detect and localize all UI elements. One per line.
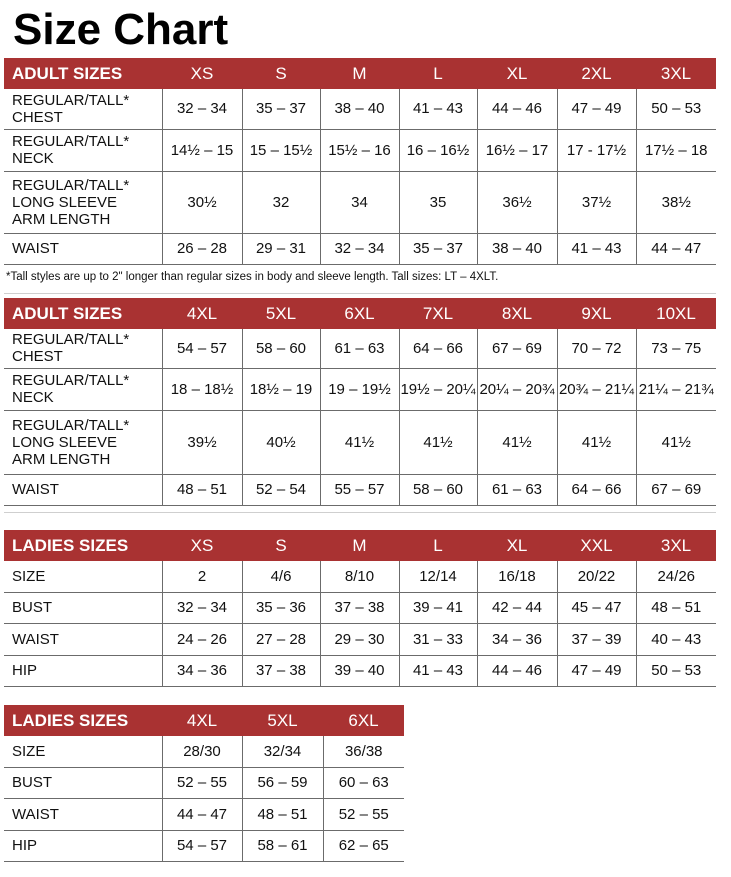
measurement-value: 60 – 63 [323, 767, 404, 798]
measurement-value: 42 – 44 [477, 592, 557, 623]
measurement-value: 37 – 38 [242, 655, 320, 686]
measurement-label [4, 798, 162, 830]
measurement-value: 61 – 63 [477, 474, 557, 505]
measurement-row [4, 329, 716, 368]
measurement-value: 34 – 36 [162, 655, 242, 686]
measurement-value: 62 – 65 [323, 830, 404, 861]
measurement-label-line: REGULAR/TALL* [12, 416, 130, 434]
section-heading: ADULT SIZES [4, 58, 162, 89]
measurement-value: 40½ [242, 410, 320, 474]
measurement-row [4, 171, 716, 233]
measurement-value: 64 – 66 [557, 474, 636, 505]
size-column-header: M [320, 58, 399, 89]
measurement-row [4, 623, 716, 655]
measurement-value: 12/14 [399, 561, 477, 592]
size-column-header: XL [477, 530, 557, 561]
measurement-value: 58 – 60 [399, 474, 477, 505]
measurement-value: 41 – 43 [557, 233, 636, 264]
measurement-value: 58 – 60 [242, 329, 320, 368]
measurement-value: 35 – 36 [242, 592, 320, 623]
measurement-value: 37½ [557, 171, 636, 233]
measurement-value: 64 – 66 [399, 329, 477, 368]
page-title: Size Chart [13, 5, 229, 54]
measurement-value: 20/22 [557, 561, 636, 592]
section-heading: LADIES SIZES [4, 705, 162, 736]
header-row [4, 530, 716, 561]
size-column-header: 8XL [477, 298, 557, 329]
measurement-value: 15 – 15½ [242, 129, 320, 171]
measurement-value: 26 – 28 [162, 233, 242, 264]
size-column-header: XS [162, 530, 242, 561]
measurement-value: 17 - 17½ [557, 129, 636, 171]
measurement-value: 35 [399, 171, 477, 233]
header-row [4, 58, 716, 89]
measurement-value: 44 – 46 [477, 655, 557, 686]
measurement-value: 56 – 59 [242, 767, 323, 798]
measurement-row [4, 89, 716, 129]
measurement-value: 32 – 34 [162, 592, 242, 623]
measurement-row [4, 767, 404, 798]
measurement-row [4, 410, 716, 474]
measurement-value: 44 – 47 [162, 798, 242, 830]
measurement-row [4, 655, 716, 686]
measurement-value: 48 – 51 [242, 798, 323, 830]
measurement-row [4, 736, 404, 767]
size-column-header: 3XL [636, 530, 716, 561]
size-column-header: 6XL [323, 705, 404, 736]
measurement-label-line: REGULAR/TALL* [12, 176, 130, 194]
measurement-value: 41 – 43 [399, 89, 477, 129]
measurement-value: 29 – 31 [242, 233, 320, 264]
measurement-label-line: ARM LENGTH [12, 210, 111, 228]
measurement-label [4, 474, 162, 505]
measurement-value: 41½ [477, 410, 557, 474]
measurement-value: 8/10 [320, 561, 399, 592]
measurement-label [4, 129, 162, 171]
measurement-label [4, 89, 162, 129]
measurement-row [4, 233, 716, 264]
section-heading: ADULT SIZES [4, 298, 162, 329]
measurement-label-line: HIP [12, 837, 38, 854]
size-column-header: XXL [557, 530, 636, 561]
measurement-label-line: HIP [12, 662, 38, 679]
measurement-label-line: NECK [12, 150, 54, 167]
size-column-header: 6XL [320, 298, 399, 329]
size-column-header: 9XL [557, 298, 636, 329]
measurement-value: 50 – 53 [636, 655, 716, 686]
measurement-label-line: LONG SLEEVE [12, 193, 118, 211]
measurement-value: 47 – 49 [557, 89, 636, 129]
measurement-value: 30½ [162, 171, 242, 233]
size-column-header: L [399, 58, 477, 89]
measurement-row [4, 561, 716, 592]
size-column-header: 3XL [636, 58, 716, 89]
measurement-label [4, 368, 162, 410]
measurement-value: 32/34 [242, 736, 323, 767]
measurement-value: 41½ [320, 410, 399, 474]
header-row [4, 705, 404, 736]
measurement-value: 40 – 43 [636, 623, 716, 655]
measurement-value: 18½ – 19 [242, 368, 320, 410]
measurement-value: 20¼ – 20¾ [477, 368, 557, 410]
ladies-sizes-table-1 [4, 530, 716, 687]
divider [4, 293, 716, 294]
section-heading: LADIES SIZES [4, 530, 162, 561]
measurement-label-line: CHEST [12, 108, 63, 126]
measurement-value: 44 – 47 [636, 233, 716, 264]
measurement-value: 48 – 51 [162, 474, 242, 505]
measurement-value: 34 – 36 [477, 623, 557, 655]
measurement-value: 24/26 [636, 561, 716, 592]
measurement-label [4, 736, 162, 767]
measurement-label-line: REGULAR/TALL* [12, 91, 130, 109]
size-column-header: S [242, 530, 320, 561]
measurement-value: 15½ – 16 [320, 129, 399, 171]
measurement-label-line: CHEST [12, 348, 63, 366]
measurement-value: 20¾ – 21¼ [557, 368, 636, 410]
size-column-header: 4XL [162, 705, 242, 736]
measurement-label-line: REGULAR/TALL* [12, 372, 130, 389]
measurement-value: 38 – 40 [320, 89, 399, 129]
measurement-value: 45 – 47 [557, 592, 636, 623]
measurement-label-line: SIZE [12, 567, 46, 585]
measurement-value: 16 – 16½ [399, 129, 477, 171]
measurement-label [4, 329, 162, 368]
tall-sizes-footnote: *Tall styles are up to 2" longer than regular sizes in body and sleeve length. Tall sizes: LT – 4XLT. [6, 271, 499, 283]
measurement-value: 41 – 43 [399, 655, 477, 686]
measurement-label-line: WAIST [12, 630, 59, 648]
adult-sizes-table-2 [4, 298, 716, 506]
measurement-label-line: LONG SLEEVE [12, 433, 118, 451]
measurement-value: 21¼ – 21¾ [636, 368, 716, 410]
measurement-value: 41½ [636, 410, 716, 474]
measurement-row [4, 830, 404, 861]
size-column-header: 10XL [636, 298, 716, 329]
measurement-value: 32 – 34 [320, 233, 399, 264]
measurement-label [4, 623, 162, 655]
measurement-row [4, 798, 404, 830]
measurement-value: 29 – 30 [320, 623, 399, 655]
measurement-label-line: NECK [12, 389, 54, 406]
measurement-value: 19 – 19½ [320, 368, 399, 410]
measurement-value: 61 – 63 [320, 329, 399, 368]
measurement-value: 17½ – 18 [636, 129, 716, 171]
measurement-value: 52 – 55 [323, 798, 404, 830]
measurement-label-line: SIZE [12, 742, 46, 760]
measurement-row [4, 368, 716, 410]
measurement-value: 27 – 28 [242, 623, 320, 655]
measurement-value: 16½ – 17 [477, 129, 557, 171]
size-column-header: M [320, 530, 399, 561]
measurement-label-line: REGULAR/TALL* [12, 133, 130, 150]
measurement-value: 41½ [557, 410, 636, 474]
measurement-label-line: ARM LENGTH [12, 450, 111, 468]
measurement-value: 44 – 46 [477, 89, 557, 129]
measurement-value: 34 [320, 171, 399, 233]
measurement-value: 2 [162, 561, 242, 592]
size-column-header: XL [477, 58, 557, 89]
measurement-value: 35 – 37 [399, 233, 477, 264]
measurement-label-line: BUST [12, 774, 53, 791]
measurement-value: 39 – 41 [399, 592, 477, 623]
measurement-value: 54 – 57 [162, 830, 242, 861]
size-column-header: L [399, 530, 477, 561]
measurement-value: 47 – 49 [557, 655, 636, 686]
measurement-label [4, 655, 162, 686]
measurement-value: 16/18 [477, 561, 557, 592]
measurement-label [4, 233, 162, 264]
measurement-value: 50 – 53 [636, 89, 716, 129]
measurement-value: 14½ – 15 [162, 129, 242, 171]
measurement-label [4, 171, 162, 233]
measurement-value: 32 – 34 [162, 89, 242, 129]
header-row [4, 298, 716, 329]
measurement-value: 73 – 75 [636, 329, 716, 368]
measurement-value: 52 – 54 [242, 474, 320, 505]
measurement-value: 52 – 55 [162, 767, 242, 798]
size-column-header: S [242, 58, 320, 89]
size-column-header: 4XL [162, 298, 242, 329]
measurement-value: 19½ – 20¼ [399, 368, 477, 410]
measurement-value: 32 [242, 171, 320, 233]
measurement-value: 67 – 69 [477, 329, 557, 368]
measurement-value: 55 – 57 [320, 474, 399, 505]
measurement-value: 54 – 57 [162, 329, 242, 368]
measurement-value: 48 – 51 [636, 592, 716, 623]
measurement-value: 18 – 18½ [162, 368, 242, 410]
measurement-value: 67 – 69 [636, 474, 716, 505]
measurement-value: 36/38 [323, 736, 404, 767]
ladies-sizes-table-2 [4, 705, 404, 862]
measurement-label-line: REGULAR/TALL* [12, 331, 130, 349]
measurement-value: 58 – 61 [242, 830, 323, 861]
measurement-value: 24 – 26 [162, 623, 242, 655]
measurement-row [4, 474, 716, 505]
size-column-header: XS [162, 58, 242, 89]
measurement-value: 39 – 40 [320, 655, 399, 686]
measurement-value: 38½ [636, 171, 716, 233]
measurement-label-line: WAIST [12, 481, 59, 498]
measurement-label [4, 410, 162, 474]
measurement-value: 41½ [399, 410, 477, 474]
measurement-value: 39½ [162, 410, 242, 474]
measurement-value: 4/6 [242, 561, 320, 592]
measurement-label [4, 830, 162, 861]
measurement-label-line: BUST [12, 599, 53, 616]
measurement-value: 28/30 [162, 736, 242, 767]
divider [4, 512, 716, 513]
size-column-header: 5XL [242, 705, 323, 736]
measurement-value: 31 – 33 [399, 623, 477, 655]
size-column-header: 2XL [557, 58, 636, 89]
measurement-label-line: WAIST [12, 240, 59, 257]
measurement-label [4, 592, 162, 623]
measurement-value: 37 – 39 [557, 623, 636, 655]
size-column-header: 7XL [399, 298, 477, 329]
measurement-value: 38 – 40 [477, 233, 557, 264]
measurement-value: 37 – 38 [320, 592, 399, 623]
adult-sizes-table-1 [4, 58, 716, 265]
measurement-row [4, 592, 716, 623]
measurement-value: 35 – 37 [242, 89, 320, 129]
size-column-header: 5XL [242, 298, 320, 329]
measurement-value: 36½ [477, 171, 557, 233]
measurement-label-line: WAIST [12, 805, 59, 823]
measurement-label [4, 561, 162, 592]
measurement-value: 70 – 72 [557, 329, 636, 368]
measurement-row [4, 129, 716, 171]
measurement-label [4, 767, 162, 798]
